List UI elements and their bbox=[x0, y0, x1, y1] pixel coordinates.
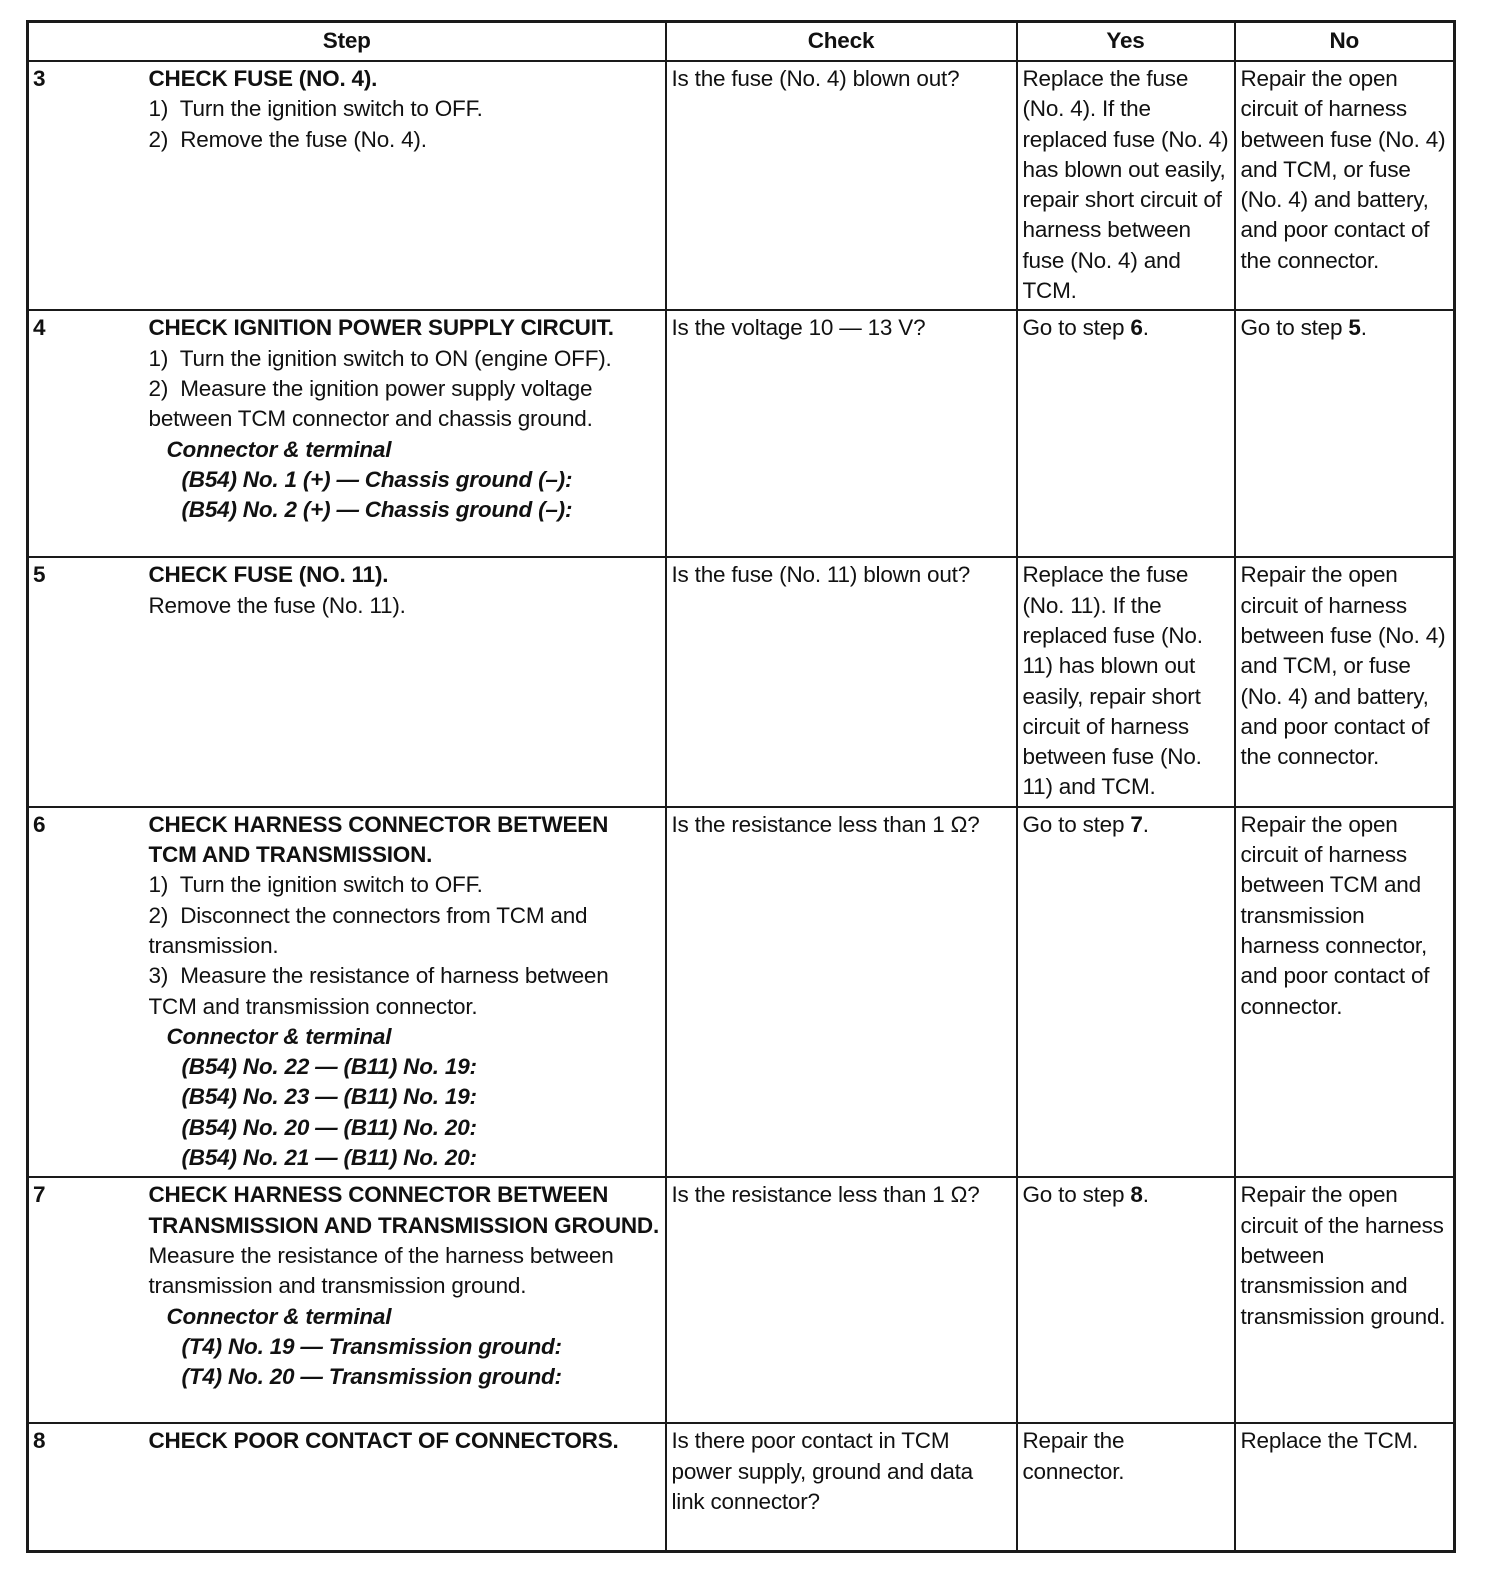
yes-action: Go to step 7. bbox=[1017, 807, 1235, 1178]
step-instruction: 1) Turn the ignition switch to OFF. bbox=[148, 96, 483, 122]
step-instruction: 2) Measure the ignition power supply voltage between TCM connector and chassis ground. bbox=[148, 375, 593, 432]
no-action: Replace the TCM. bbox=[1235, 1423, 1455, 1551]
table-row bbox=[28, 61, 1455, 310]
header-step: Step bbox=[28, 22, 666, 62]
step-description bbox=[149, 310, 666, 557]
check-question: Is there poor contact in TCM power supply, ground and data link connector? bbox=[666, 1423, 1017, 1551]
step-instruction: 1) Turn the ignition switch to ON (engine OFF). bbox=[148, 345, 612, 371]
connector-terminal-heading: Connector & terminal bbox=[166, 1303, 392, 1329]
step-description bbox=[149, 61, 666, 310]
step-title: CHECK IGNITION POWER SUPPLY CIRCUIT. bbox=[148, 315, 614, 341]
terminal-spec: (T4) No. 20 — Transmission ground: bbox=[181, 1364, 562, 1390]
no-action: Repair the open circuit of harness between TCM and transmission harness connector, and poor contact of connector. bbox=[1235, 807, 1455, 1178]
step-number: 5 bbox=[28, 557, 149, 806]
table-row bbox=[28, 807, 1455, 1178]
table-row bbox=[28, 557, 1455, 806]
no-action: Go to step 5. bbox=[1235, 310, 1455, 557]
step-number: 3 bbox=[28, 61, 149, 310]
step-instruction: 2) Disconnect the connectors from TCM and transmission. bbox=[148, 902, 588, 958]
header-check: Check bbox=[666, 22, 1017, 62]
step-title: CHECK POOR CONTACT OF CONNECTORS. bbox=[148, 1428, 619, 1454]
yes-action: Replace the fuse (No. 11). If the replaced fuse (No. 11) has blown out easily, repair short circuit of harness between fuse (No. 11) and TCM. bbox=[1017, 557, 1235, 806]
header-yes: Yes bbox=[1017, 22, 1235, 62]
step-number: 4 bbox=[28, 310, 149, 557]
goto-step-number: 5 bbox=[1348, 315, 1361, 341]
check-question: Is the fuse (No. 11) blown out? bbox=[666, 557, 1017, 806]
check-question: Is the resistance less than 1 Ω? bbox=[666, 807, 1017, 1178]
step-number: 8 bbox=[28, 1423, 149, 1551]
no-action: Repair the open circuit of the harness between transmission and transmission ground. bbox=[1235, 1177, 1455, 1423]
step-title: CHECK HARNESS CONNECTOR BETWEEN TCM AND TRANSMISSION. bbox=[148, 811, 609, 868]
check-question: Is the resistance less than 1 Ω? bbox=[666, 1177, 1017, 1423]
connector-terminal-heading: Connector & terminal bbox=[166, 436, 392, 462]
yes-action: Replace the fuse (No. 4). If the replaced fuse (No. 4) has blown out easily, repair short circuit of harness between fuse (No. 4) and TCM. bbox=[1017, 61, 1235, 310]
diagnostic-table bbox=[26, 20, 1456, 1553]
no-action: Repair the open circuit of harness between fuse (No. 4) and TCM, or fuse (No. 4) and battery, and poor contact of the connector. bbox=[1235, 61, 1455, 310]
step-number: 7 bbox=[28, 1177, 149, 1423]
step-title: CHECK HARNESS CONNECTOR BETWEEN TRANSMISSION AND TRANSMISSION GROUND. bbox=[148, 1182, 660, 1238]
terminal-spec: (B54) No. 20 — (B11) No. 20: bbox=[181, 1114, 477, 1140]
step-description bbox=[149, 1177, 666, 1423]
table-row bbox=[28, 1423, 1455, 1551]
table-header-row bbox=[28, 22, 1455, 62]
terminal-spec: (B54) No. 2 (+) — Chassis ground (–): bbox=[181, 497, 573, 523]
goto-prefix: Go to step bbox=[1022, 315, 1131, 341]
step-title: CHECK FUSE (NO. 4). bbox=[148, 66, 378, 91]
goto-prefix: Go to step bbox=[1022, 811, 1131, 837]
goto-prefix: Go to step bbox=[1022, 1182, 1131, 1208]
goto-step-number: 7 bbox=[1130, 811, 1143, 837]
goto-step-number: 8 bbox=[1130, 1182, 1143, 1208]
step-number: 6 bbox=[28, 807, 149, 1178]
table-row bbox=[28, 1177, 1455, 1423]
yes-action: Go to step 6. bbox=[1017, 310, 1235, 557]
header-no: No bbox=[1235, 22, 1455, 62]
terminal-spec: (B54) No. 1 (+) — Chassis ground (–): bbox=[181, 466, 573, 492]
step-title: CHECK FUSE (NO. 11). bbox=[148, 562, 389, 588]
check-question: Is the voltage 10 — 13 V? bbox=[666, 310, 1017, 557]
step-description bbox=[149, 557, 666, 806]
no-action: Repair the open circuit of harness between fuse (No. 4) and TCM, or fuse (No. 4) and battery, and poor contact of the connector. bbox=[1235, 557, 1455, 806]
step-instruction: Measure the resistance of the harness between transmission and transmission ground. bbox=[148, 1242, 614, 1299]
goto-step-number: 6 bbox=[1130, 315, 1143, 341]
yes-action: Repair the connector. bbox=[1017, 1423, 1235, 1551]
step-instruction: 3) Measure the resistance of harness between TCM and transmission connector. bbox=[148, 963, 609, 1019]
yes-action: Go to step 8. bbox=[1017, 1177, 1235, 1423]
terminal-spec: (B54) No. 22 — (B11) No. 19: bbox=[181, 1054, 477, 1080]
step-instruction: 1) Turn the ignition switch to OFF. bbox=[148, 872, 483, 898]
check-question: Is the fuse (No. 4) blown out? bbox=[666, 61, 1017, 310]
goto-prefix: Go to step bbox=[1240, 315, 1349, 341]
connector-terminal-heading: Connector & terminal bbox=[166, 1023, 392, 1049]
terminal-spec: (B54) No. 23 — (B11) No. 19: bbox=[181, 1084, 477, 1110]
terminal-spec: (B54) No. 21 — (B11) No. 20: bbox=[181, 1145, 477, 1171]
step-description bbox=[149, 807, 666, 1178]
table-row bbox=[28, 310, 1455, 557]
step-description bbox=[149, 1423, 666, 1551]
step-instruction: Remove the fuse (No. 11). bbox=[148, 592, 406, 618]
terminal-spec: (T4) No. 19 — Transmission ground: bbox=[181, 1333, 562, 1359]
step-instruction: 2) Remove the fuse (No. 4). bbox=[148, 126, 427, 152]
